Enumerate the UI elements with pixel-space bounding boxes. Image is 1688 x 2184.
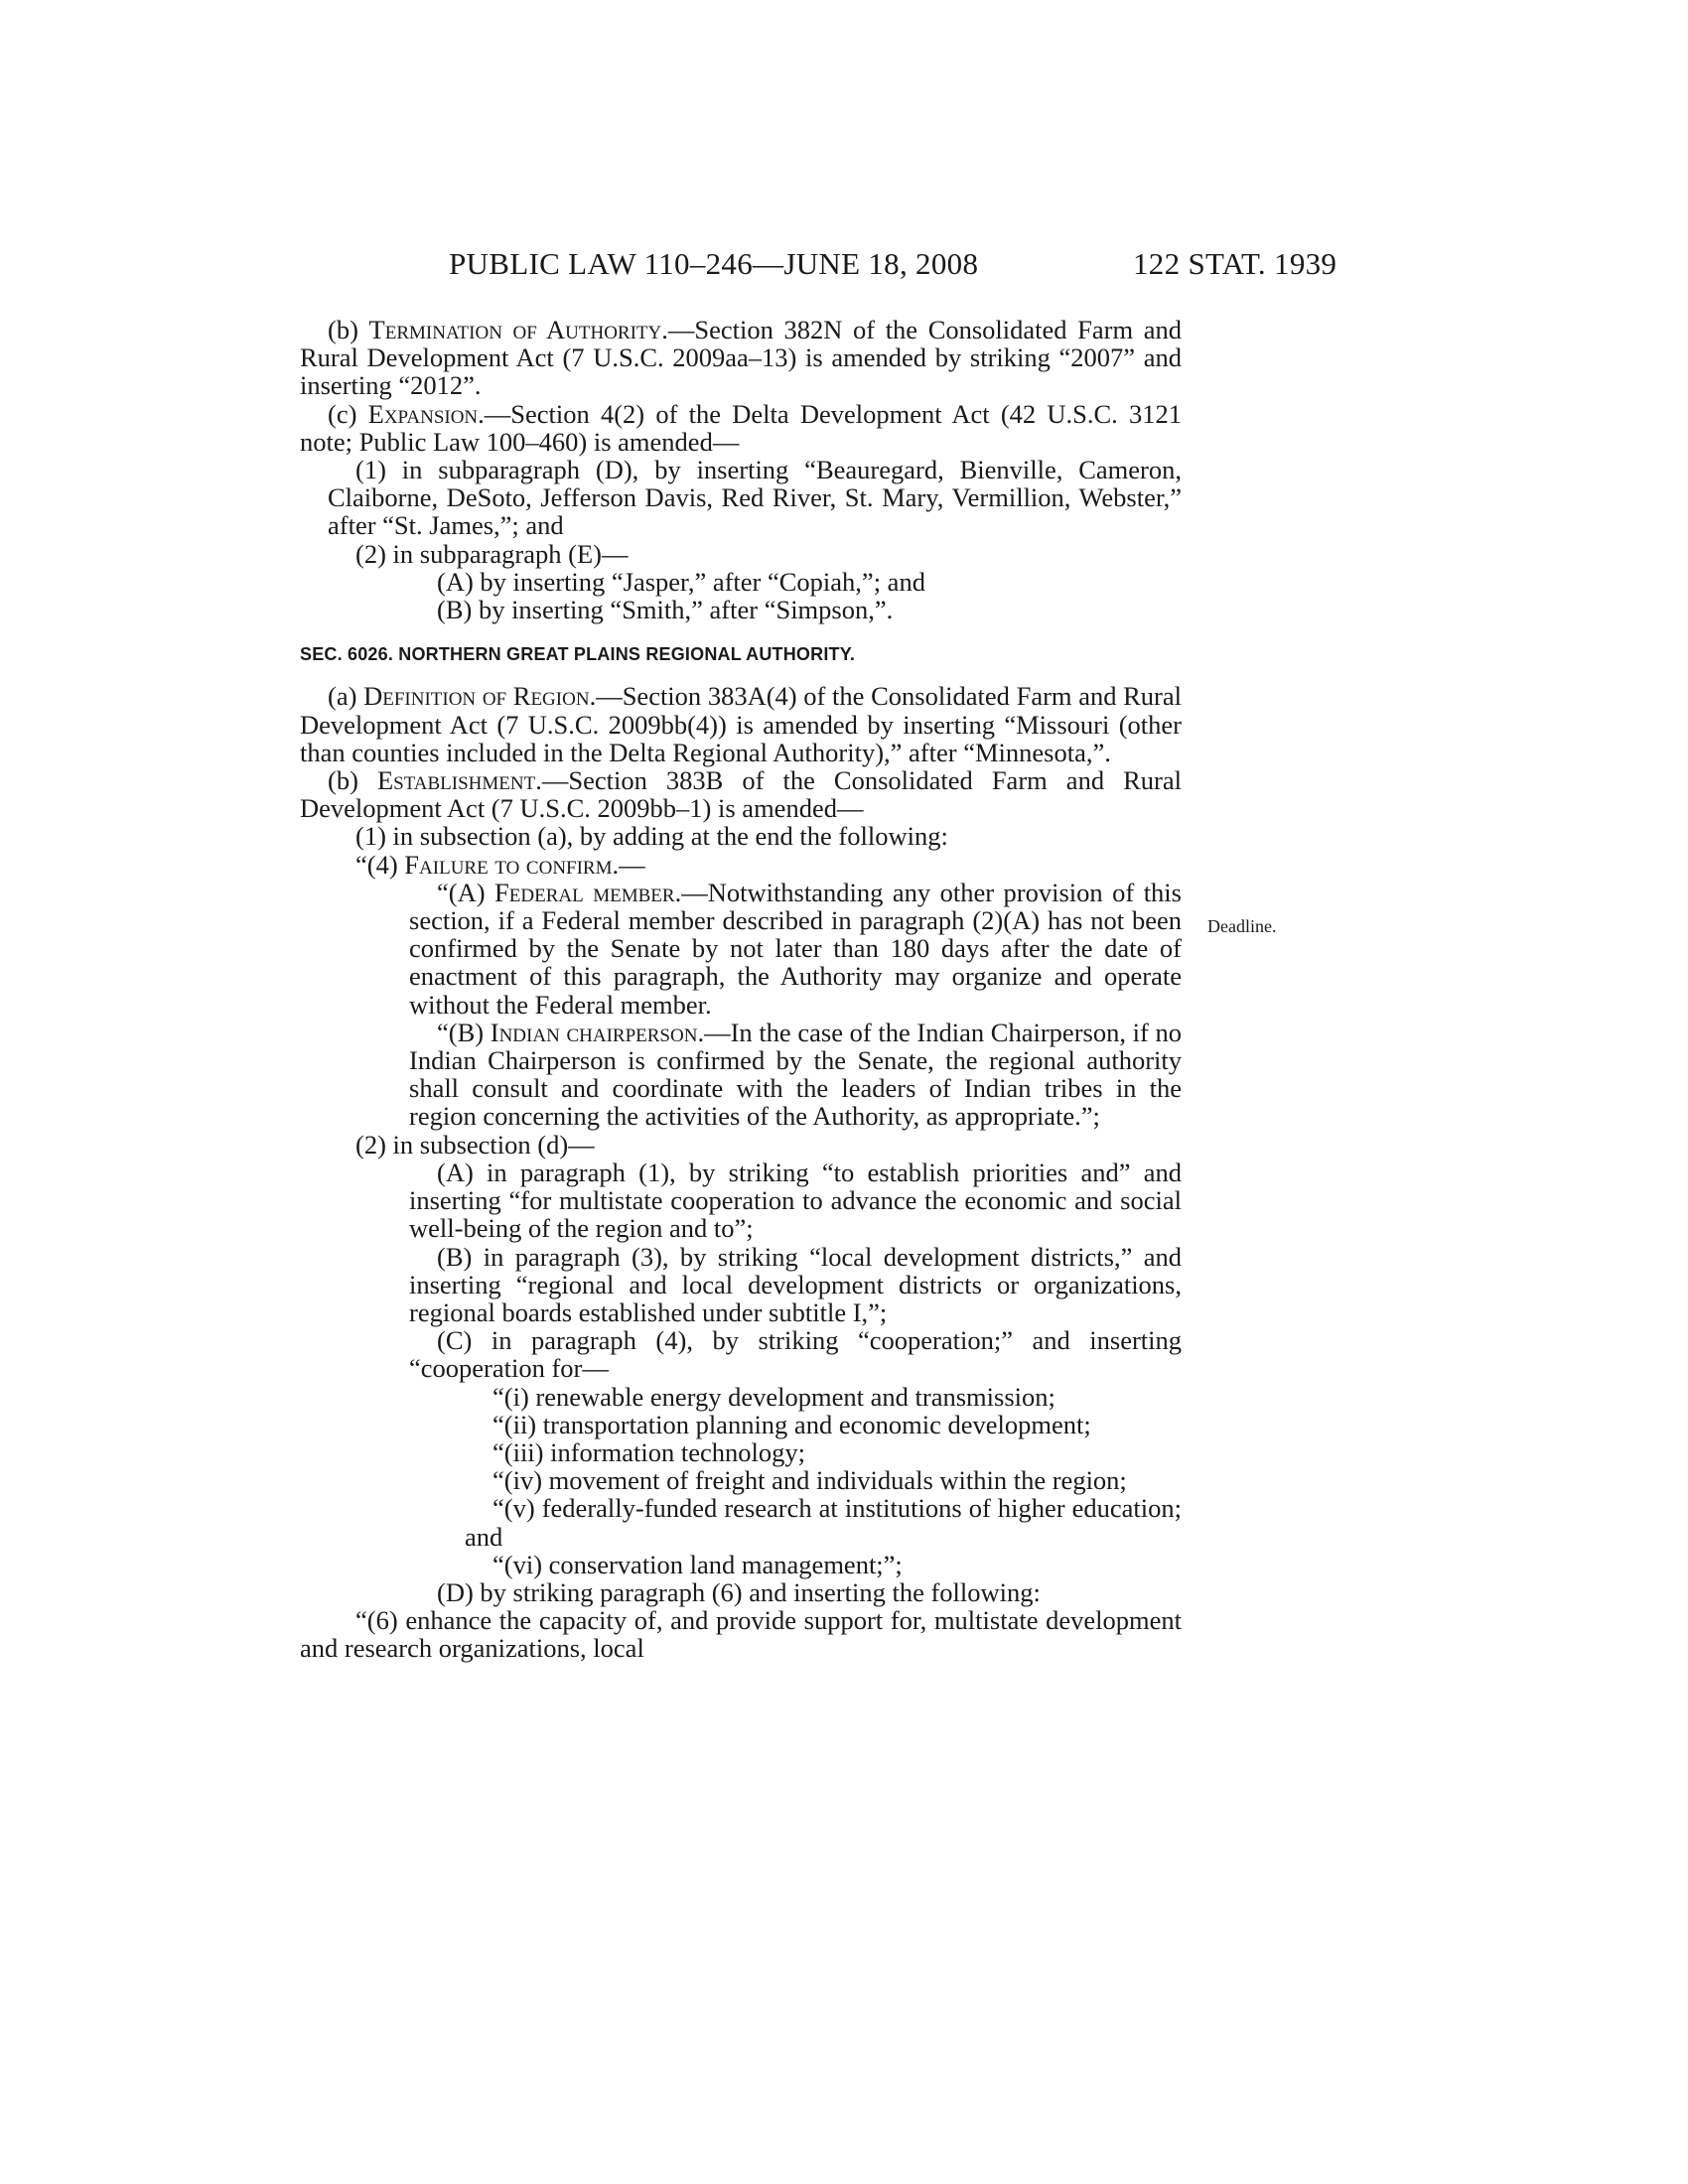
text-run: (A) by inserting “Jasper,” after “Copiah,”; and (437, 566, 925, 597)
statute-paragraph (300, 1438, 1182, 1466)
statute-paragraph (300, 1159, 1182, 1243)
statute-paragraph (300, 1606, 1182, 1662)
text-run: “(A) (437, 877, 495, 907)
subsection-caption: Definition of Region (363, 681, 590, 712)
section-heading (300, 640, 1182, 668)
text-run: “(iii) information technology; (492, 1436, 805, 1467)
text-run: (D) by striking paragraph (6) and inserting the following: (437, 1576, 1041, 1607)
text-run: (1) in subparagraph (D), by inserting “Beauregard, Bienville, Cameron, Claiborne, DeSoto, Jefferson Davis, Red River, St. Mary, Vermillion, Webster,” after “St. James,”; and (328, 455, 1182, 541)
text-run: (B) by inserting “Smith,” after “Simpson,”. (437, 595, 894, 625)
text-run: “(ii) transportation planning and economic development; (492, 1409, 1091, 1439)
text-run: SEC. 6026. NORTHERN GREAT PLAINS REGIONAL AUTHORITY. (300, 644, 856, 665)
text-run: (A) in paragraph (1), by striking “to establish priorities and” and inserting “for multistate cooperation to advance the economic and social well-being of the region and to”; (409, 1157, 1182, 1244)
text-run: “(B) (437, 1017, 491, 1047)
margin-note-deadline: Deadline. (1207, 916, 1277, 936)
statute-paragraph (300, 1411, 1182, 1438)
statute-paragraph (300, 1019, 1182, 1131)
text-run: “(iv) movement of freight and individuals within the region; (492, 1465, 1127, 1496)
text-run: “(6) enhance the capacity of, and provide support for, multistate development and research organizations, local (300, 1605, 1182, 1664)
statute-paragraph (300, 851, 1182, 879)
statute-paragraph (300, 1383, 1182, 1411)
text-run: (b) (328, 765, 377, 796)
statute-paragraph (300, 1551, 1182, 1578)
text-run: (2) in subparagraph (E)— (355, 538, 629, 569)
running-header-title: PUBLIC LAW 110–246—JUNE 18, 2008 (449, 246, 979, 281)
statute-paragraph (300, 1466, 1182, 1494)
text-run: .—Section 383B of the Consolidated Farm and Rural Development Act (7 U.S.C. 2009bb–1) is amended— (300, 765, 1182, 824)
statute-paragraph (300, 1326, 1182, 1382)
text-run: “(v) federally-funded research at institutions of higher education; and (465, 1493, 1182, 1552)
statute-paragraph (300, 682, 1182, 766)
statute-paragraph (300, 1131, 1182, 1159)
statute-paragraph (300, 540, 1182, 568)
page-citation: 122 STAT. 1939 (1133, 246, 1337, 281)
text-run: (c) (328, 398, 368, 429)
statute-paragraph (300, 1494, 1182, 1550)
statute-paragraph (300, 1578, 1182, 1606)
statute-paragraph (300, 316, 1182, 400)
text-run: (b) (328, 315, 369, 344)
text-run: (1) in subsection (a), by adding at the end the following: (355, 821, 948, 852)
text-run: (2) in subsection (d)— (355, 1129, 595, 1160)
text-run: (a) (328, 681, 364, 712)
statute-paragraph (300, 822, 1182, 850)
text-run: (C) in paragraph (4), by striking “cooperation;” and inserting “cooperation for— (409, 1325, 1182, 1384)
text-run: .—Section 382N of the Consolidated Farm and Rural Development Act (7 U.S.C. 2009aa–13) is amended by striking “2007” and inserting “2012”. (300, 315, 1182, 401)
subsection-caption: Establishment (376, 765, 536, 796)
subsection-caption: Termination of Authority (368, 315, 662, 344)
subsection-caption: Indian chairperson (490, 1017, 698, 1047)
text-run: .—Notwithstanding any other provision of this section, if a Federal member described in paragraph (2)(A) has not been confirmed by the Senate by not later than 180 days after the date of enactment of this paragraph, the Authority may organize and operate without the Federal member. (409, 877, 1182, 1020)
statute-paragraph (300, 568, 1182, 596)
statute-paragraph (300, 1243, 1182, 1327)
subsection-caption: Federal member (494, 877, 675, 907)
text-run: .— (612, 849, 645, 880)
text-run: (B) in paragraph (3), by striking “local development districts,” and inserting “regional and local development districts or organizations, regional boards established under subtitle I,”; (409, 1241, 1182, 1327)
text-run: .—In the case of the Indian Chairperson, if no Indian Chairperson is confirmed by the Senate, the regional authority shall consult and coordinate with the leaders of Indian tribes in the region concerning the activities of the Authority, as appropriate.”; (409, 1017, 1182, 1132)
text-run: .—Section 4(2) of the Delta Development Act (42 U.S.C. 3121 note; Public Law 100–460) is amended— (300, 398, 1182, 457)
statute-paragraph (300, 456, 1182, 540)
text-run: “(i) renewable energy development and transmission; (492, 1381, 1055, 1412)
text-run: .—Section 383A(4) of the Consolidated Farm and Rural Development Act (7 U.S.C. 2009bb(4)) is amended by inserting “Missouri (other than counties included in the Delta Regional Authority),” after “Minnesota,”. (300, 681, 1183, 767)
statute-text-body (300, 316, 1182, 1663)
subsection-caption: Expansion (367, 398, 479, 429)
text-run: “(vi) conservation land management;”; (492, 1549, 903, 1579)
statute-paragraph (300, 766, 1182, 822)
statute-paragraph (300, 400, 1182, 456)
text-run: “(4) (355, 849, 405, 880)
statute-paragraph (300, 879, 1182, 1019)
subsection-caption: Failure to confirm (404, 849, 613, 880)
statute-paragraph (300, 596, 1182, 623)
